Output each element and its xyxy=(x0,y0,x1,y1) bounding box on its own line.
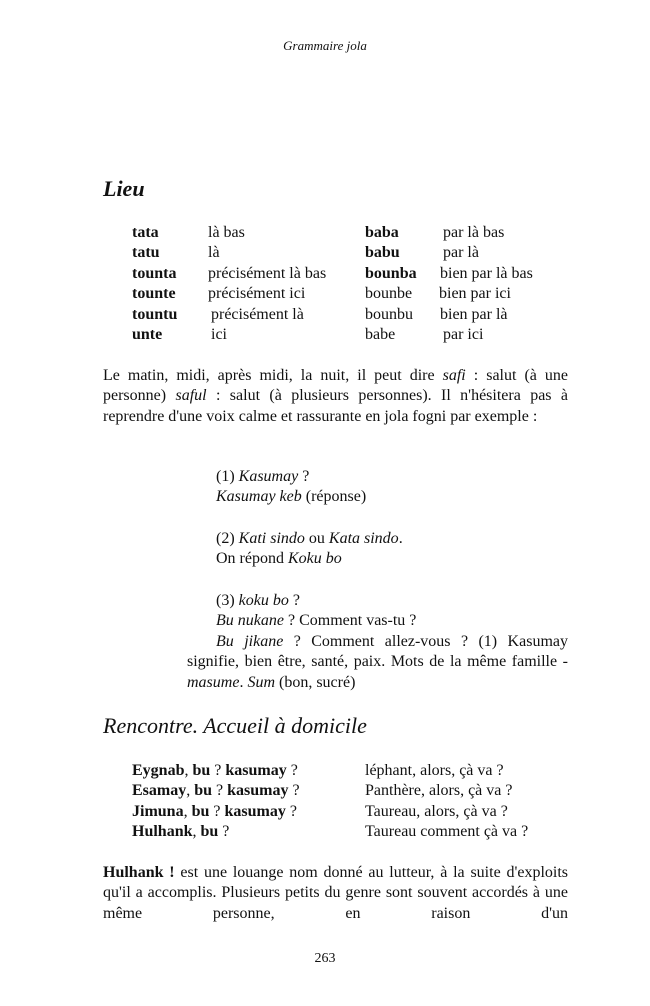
text-italic: koku bo xyxy=(238,592,289,609)
text-bold: Hulhank ! xyxy=(103,864,175,881)
definition: bien par là bas xyxy=(440,264,533,282)
paragraph-intro xyxy=(103,366,568,427)
term: babu xyxy=(365,244,400,262)
text: ? Comment allez-vous ? (1) Kasumay signifie, bien être, santé, paix. Mots de la même famille - xyxy=(187,633,568,671)
text-italic: Koku bo xyxy=(287,550,342,568)
lieu-table xyxy=(0,223,650,345)
lieu-row xyxy=(0,284,650,304)
example-line xyxy=(216,549,403,569)
term: tounta xyxy=(132,264,177,282)
greeting-row xyxy=(0,802,650,822)
text: . xyxy=(239,673,248,691)
greeting: Jimuna, bu ? kasumay ? xyxy=(132,802,297,820)
text-italic: masume xyxy=(187,673,240,691)
text: (2) xyxy=(216,530,239,547)
text: Le matin, midi, après midi, la nuit, il peut dire xyxy=(103,367,443,384)
translation: léphant, alors, çà va ? xyxy=(365,762,504,779)
example-line xyxy=(216,611,416,631)
translation: Taureau comment çà va ? xyxy=(365,823,529,841)
section-title-lieu: Lieu xyxy=(103,176,145,201)
text: (3) xyxy=(216,592,239,609)
text: (bon, sucré) xyxy=(275,673,356,691)
text: (1) xyxy=(216,468,239,485)
text: : salut (à plusieurs personnes). Il n'hésitera pas à reprendre d'une voix calme et rassurante en jola fogni par exemple : xyxy=(103,387,568,425)
example-3-head xyxy=(216,591,416,632)
text-italic: Kata sindo xyxy=(328,530,399,547)
text-italic: Bu jikane xyxy=(216,633,284,650)
greeting-row xyxy=(0,822,650,842)
text-italic: safi xyxy=(442,367,466,384)
translation: Taureau, alors, çà va ? xyxy=(365,802,508,820)
greeting-row xyxy=(0,781,650,801)
example-line xyxy=(216,529,403,549)
greeting-row xyxy=(0,761,650,781)
term: tatu xyxy=(132,244,160,262)
text: On répond xyxy=(216,550,288,568)
example-line xyxy=(216,487,366,507)
text: ou xyxy=(304,530,329,547)
example-2 xyxy=(216,529,403,570)
example-1 xyxy=(216,467,366,508)
term: babe xyxy=(365,325,396,343)
definition: là bas xyxy=(208,224,245,241)
term: bounbe xyxy=(365,285,413,303)
text: ? xyxy=(288,592,300,609)
definition: par là bas xyxy=(443,224,505,241)
definition: précisément ici xyxy=(208,285,306,303)
translation: Panthère, alors, çà va ? xyxy=(365,782,513,800)
text-italic: Kati sindo xyxy=(238,530,305,547)
lieu-row xyxy=(0,264,650,284)
running-header: Grammaire jola xyxy=(283,38,367,53)
term: tountu xyxy=(132,305,178,323)
term: bounbu xyxy=(365,305,413,323)
section-title-rencontre: Rencontre. Accueil à domicile xyxy=(103,713,367,738)
greeting: Hulhank, bu ? xyxy=(132,823,230,841)
definition: précisément là xyxy=(211,305,304,323)
text: . xyxy=(398,530,403,547)
text: est une louange nom donné au lutteur, à la suite d'exploits qu'il a accomplis. Plusieurs petits du genre sont souvent accordés à une même personne, en raison d'un xyxy=(103,864,568,922)
text: (réponse) xyxy=(301,488,367,506)
definition: bien par là xyxy=(440,305,508,323)
example-3-body xyxy=(187,632,568,693)
definition: ici xyxy=(211,325,227,343)
greeting: Eygnab, bu ? kasumay ? xyxy=(132,762,298,779)
text: : salut (à une personne) xyxy=(103,367,568,405)
rencontre-table xyxy=(0,761,650,843)
term: tata xyxy=(132,224,159,241)
text-italic: Kasumay xyxy=(238,468,299,485)
text: ? xyxy=(298,468,310,485)
term: unte xyxy=(132,325,163,343)
paragraph-hulhank xyxy=(103,863,568,924)
text-italic: Bu nukane xyxy=(216,612,284,630)
lieu-row xyxy=(0,243,650,263)
term: tounte xyxy=(132,285,176,303)
example-line xyxy=(216,467,366,487)
definition: par là xyxy=(443,244,479,262)
term: bounba xyxy=(365,264,417,282)
greeting: Esamay, bu ? kasumay ? xyxy=(132,782,300,800)
text-italic: Kasumay keb xyxy=(216,488,302,506)
lieu-row xyxy=(0,305,650,325)
example-line xyxy=(216,591,416,611)
lieu-row xyxy=(0,223,650,243)
term: baba xyxy=(365,224,399,241)
text-italic: saful xyxy=(175,387,207,405)
definition: bien par ici xyxy=(439,285,511,303)
text-italic: Sum xyxy=(247,673,275,691)
page-number: 263 xyxy=(314,951,336,966)
definition: précisément là bas xyxy=(208,264,327,282)
text: ? Comment vas-tu ? xyxy=(283,612,417,630)
definition: par ici xyxy=(443,325,484,343)
definition: là xyxy=(208,244,220,262)
lieu-row xyxy=(0,325,650,345)
